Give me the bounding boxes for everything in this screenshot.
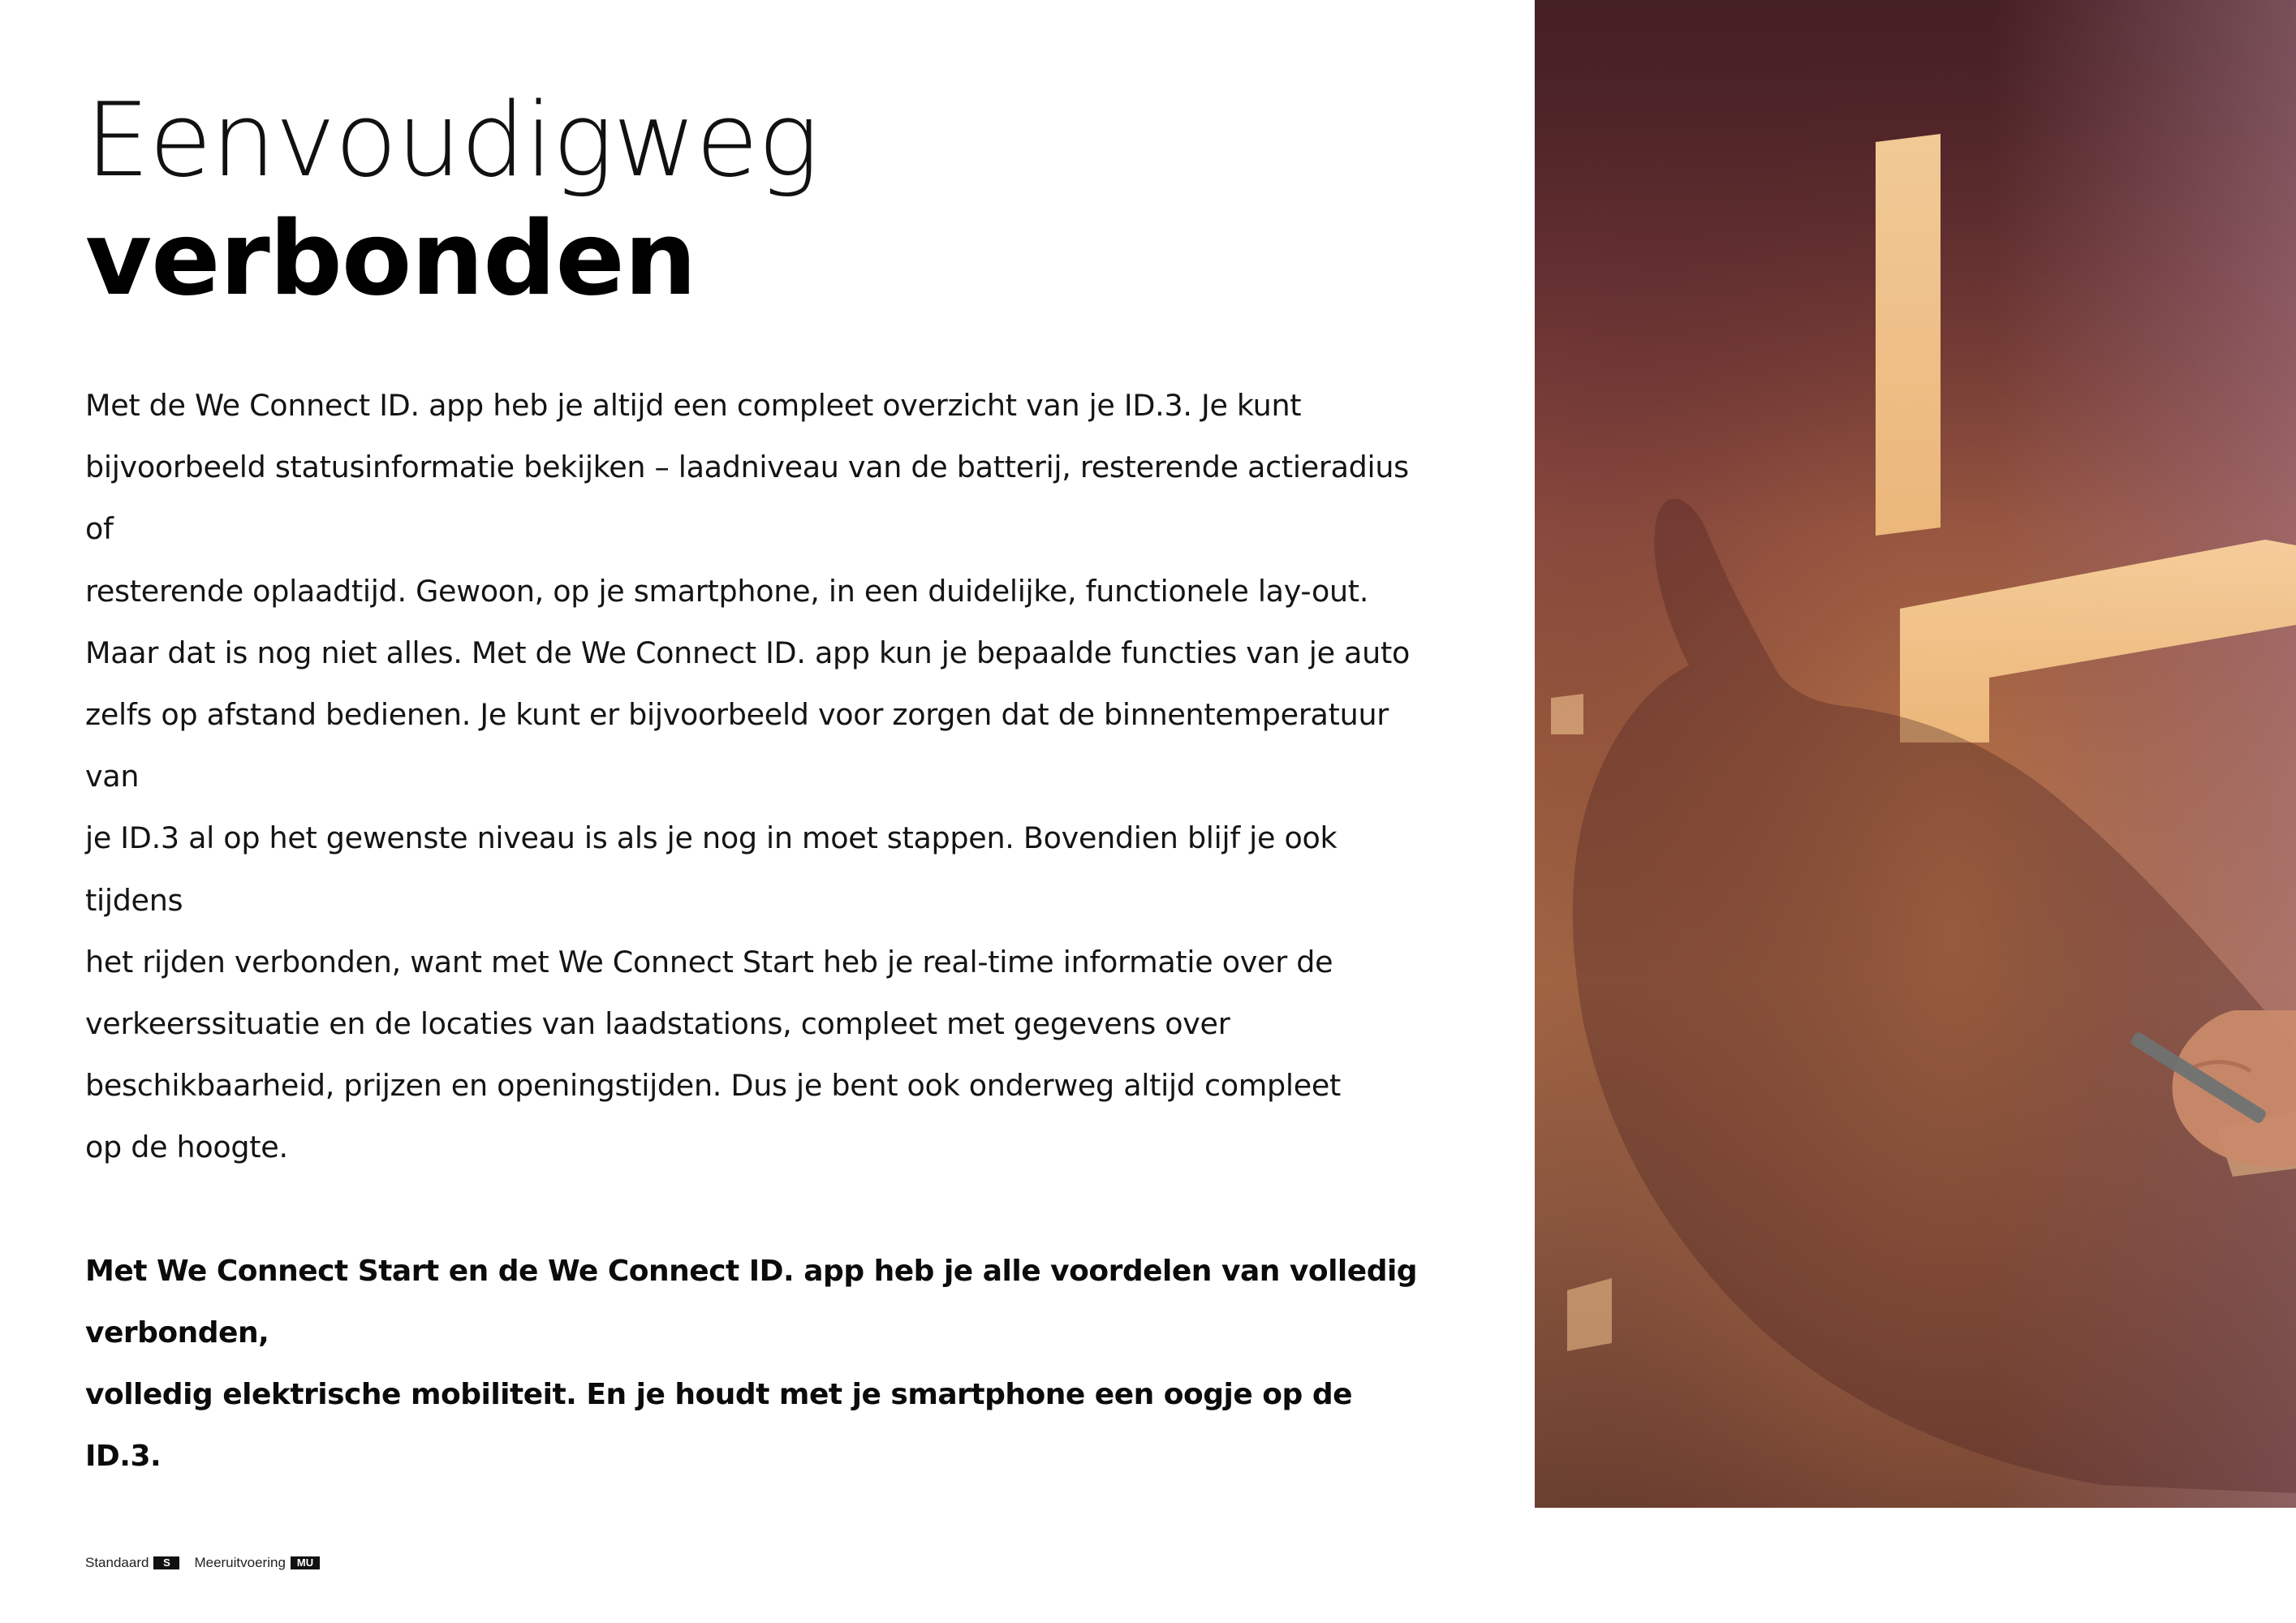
lead-paragraph [85, 1241, 1432, 1488]
photo-illustration [1535, 0, 2296, 1508]
equipment-legend [85, 1555, 320, 1571]
light-patch-window-top [1876, 134, 1941, 536]
body-line: je ID.3 al op het gewenste niveau is als je nog in moet stappen. Bovendien blijf je ook tijdens [85, 820, 1338, 918]
legend-option-badge: MU [291, 1556, 320, 1569]
body-paragraph [85, 375, 1432, 1179]
body-line: beschikbaarheid, prijzen en openingstijden. Dus je bent ook onderweg altijd compleet [85, 1068, 1342, 1104]
page-title [85, 81, 1432, 318]
body-line: op de hoogte. [85, 1130, 288, 1165]
lead-line: volledig elektrische mobiliteit. En je houdt met je smartphone een oogje op de ID.3. [85, 1378, 1353, 1474]
legend-option [194, 1555, 320, 1571]
body-line: Met de We Connect ID. app heb je altijd een compleet overzicht van je ID.3. Je kunt [85, 388, 1302, 423]
text-column [85, 81, 1432, 1487]
legend-option-label: Meeruitvoering [194, 1555, 286, 1570]
legend-standard [85, 1555, 179, 1571]
lifestyle-photo [1535, 0, 2296, 1508]
body-line: Maar dat is nog niet alles. Met de We Connect ID. app kun je bepaalde functies van je auto [85, 635, 1410, 670]
body-line: resterende oplaadtijd. Gewoon, op je smartphone, in een duidelijke, functionele lay-out. [85, 573, 1369, 609]
light-spot-left [1551, 694, 1583, 734]
legend-standard-badge: S [153, 1556, 179, 1569]
page-title-line-2: verbonden [85, 199, 696, 318]
lead-line: Met We Connect Start en de We Connect ID. app heb je alle voordelen van volledig verbonden, [85, 1254, 1418, 1350]
legend-standard-label: Standaard [85, 1555, 149, 1570]
body-line: bijvoorbeeld statusinformatie bekijken – laadniveau van de batterij, resterende actieradius of [85, 450, 1409, 547]
body-line: zelfs op afstand bedienen. Je kunt er bijvoorbeeld voor zorgen dat de binnentemperatuur van [85, 697, 1389, 794]
page-title-line-1: Eenvoudigweg [85, 80, 819, 200]
body-line: verkeerssituatie en de locaties van laadstations, compleet met gegevens over [85, 1006, 1230, 1042]
body-line: het rijden verbonden, want met We Connect Start heb je real-time informatie over de [85, 944, 1333, 979]
light-spot-lower [1567, 1278, 1612, 1351]
